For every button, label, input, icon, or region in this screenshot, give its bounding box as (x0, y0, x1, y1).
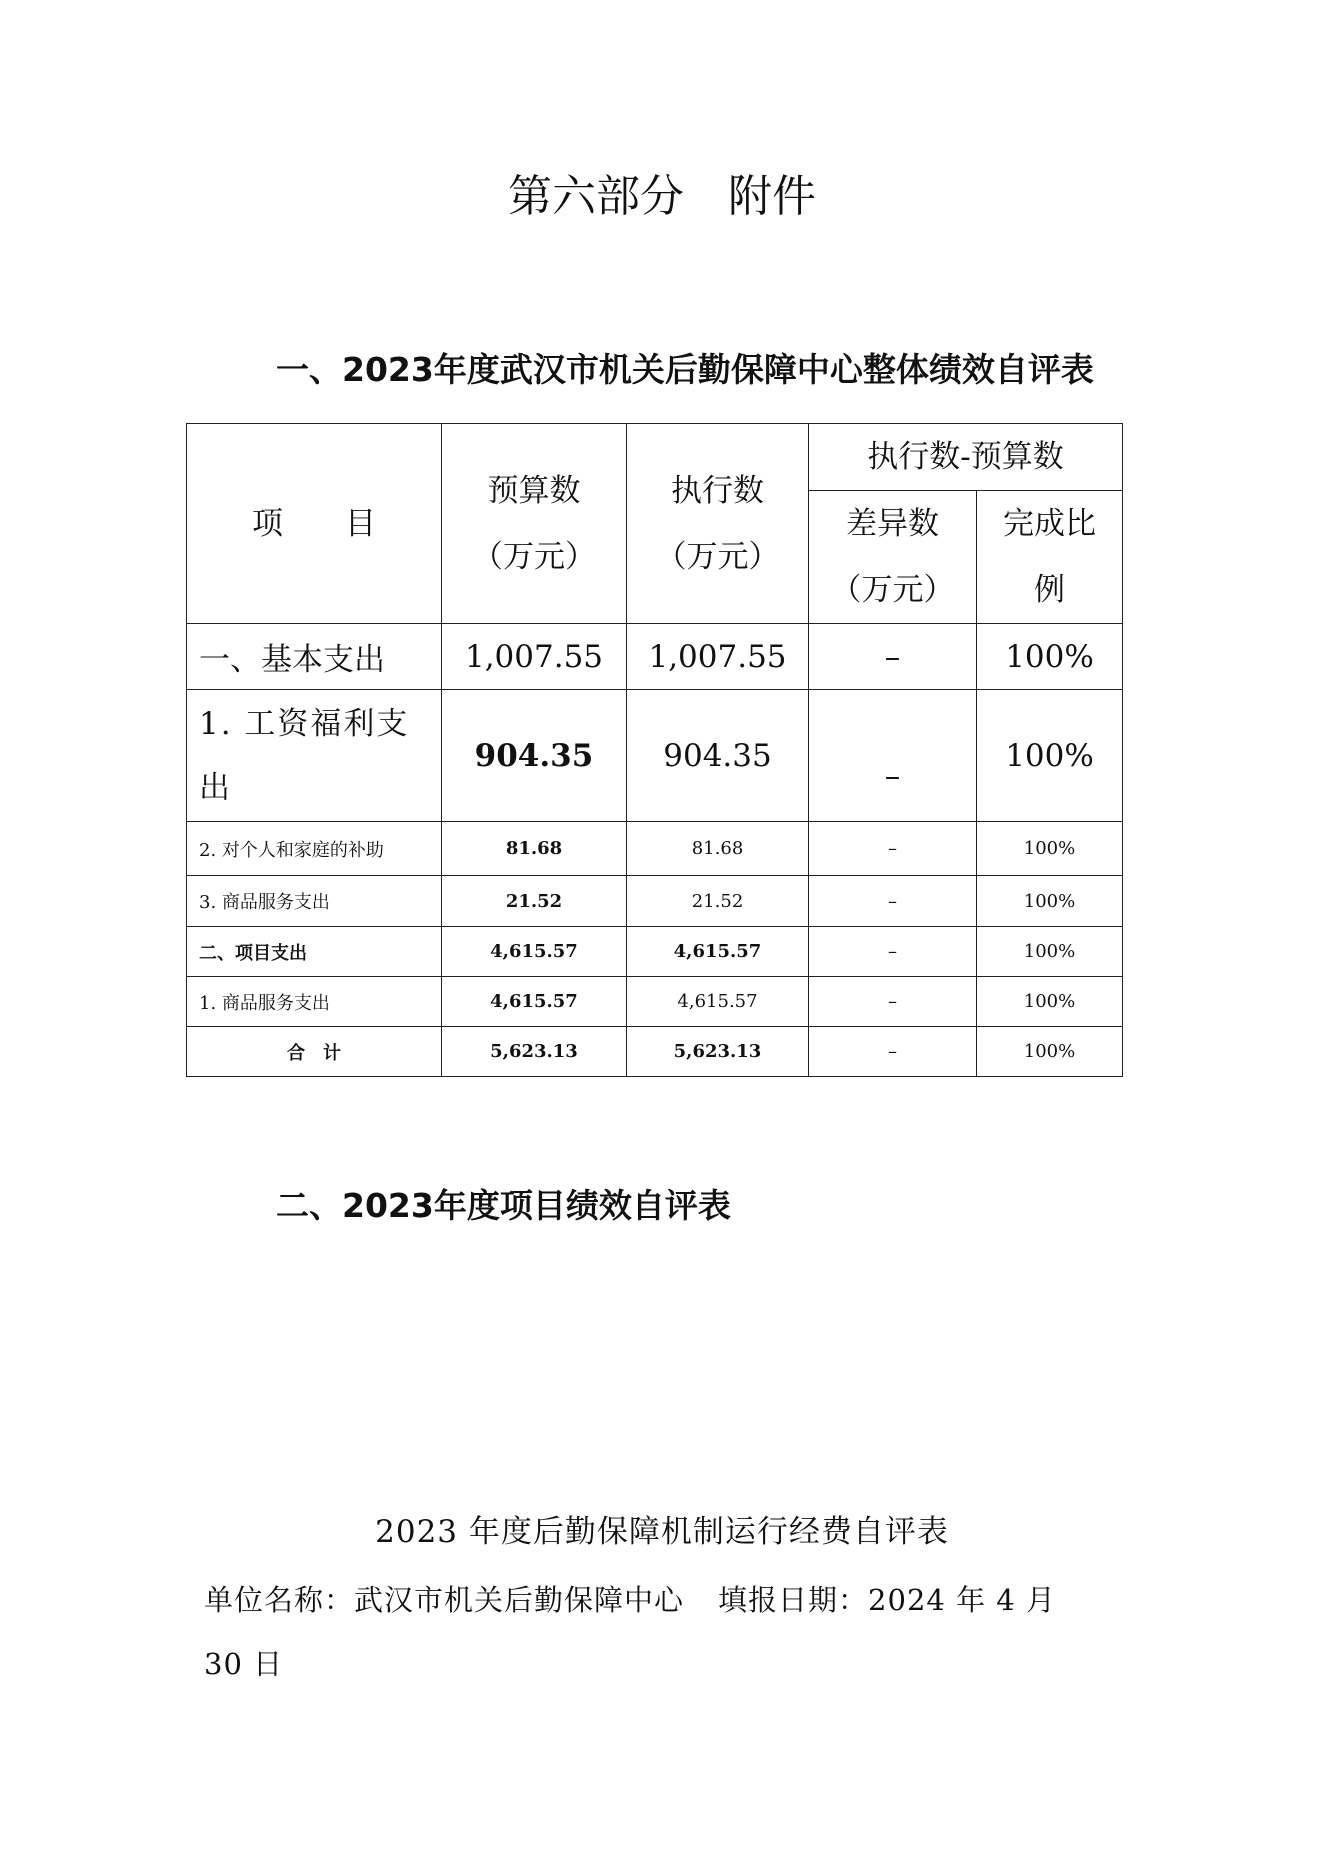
row-exec: 4,615.57 (627, 977, 809, 1027)
row-diff: – (809, 927, 977, 977)
date-value: 2024 年 4 月 30 日 (204, 1583, 1056, 1681)
row-item: 1. 商品服务支出 (187, 977, 442, 1027)
row-diff: – (809, 822, 977, 876)
header-diff-group: 执行数-预算数 (809, 424, 1123, 491)
row-diff: – (809, 1027, 977, 1077)
row-ratio: 100% (977, 1027, 1123, 1077)
row-item: 二、项目支出 (187, 927, 442, 977)
row-budget: 21.52 (442, 876, 627, 927)
row-diff: – (809, 690, 977, 822)
row-exec: 5,623.13 (627, 1027, 809, 1077)
row-item: 3. 商品服务支出 (187, 876, 442, 927)
row-diff: – (809, 624, 977, 690)
row-diff: – (809, 876, 977, 927)
row-budget: 4,615.57 (442, 927, 627, 977)
page-title: 第六部分 附件 (508, 171, 816, 222)
table-row (187, 624, 1123, 690)
row-ratio: 100% (977, 876, 1123, 927)
header-ratio: 完成比 例 (977, 491, 1123, 624)
row-item: 1. 工资福利支出 (187, 690, 442, 822)
table-row-total (187, 1027, 1123, 1077)
row-item: 2. 对个人和家庭的补助 (187, 822, 442, 876)
row-budget: 1,007.55 (442, 624, 627, 690)
unit-label: 单位名称： (204, 1583, 355, 1617)
header-item: 项 目 (187, 424, 442, 624)
row-exec: 904.35 (627, 690, 809, 822)
header-budget: 预算数 （万元） (442, 424, 627, 624)
table-row (187, 822, 1123, 876)
row-diff: – (809, 977, 977, 1027)
row-budget: 81.68 (442, 822, 627, 876)
unit-value: 武汉市机关后勤保障中心 (354, 1583, 685, 1617)
row-budget: 904.35 (442, 690, 627, 822)
section-heading-project: 二、2023年度项目绩效自评表 (276, 1186, 731, 1225)
table-row (187, 927, 1123, 977)
row-exec: 1,007.55 (627, 624, 809, 690)
header-exec: 执行数 （万元） (627, 424, 809, 624)
section-heading-overall: 一、2023年度武汉市机关后勤保障中心整体绩效自评表 (276, 350, 1094, 389)
row-item: 合 计 (187, 1027, 442, 1077)
row-budget: 4,615.57 (442, 977, 627, 1027)
row-ratio: 100% (977, 822, 1123, 876)
row-budget: 5,623.13 (442, 1027, 627, 1077)
project-table-subtitle: 2023 年度后勤保障机制运行经费自评表 (375, 1514, 949, 1550)
table-row (187, 690, 1123, 822)
table-row (187, 876, 1123, 927)
row-ratio: 100% (977, 977, 1123, 1027)
row-ratio: 100% (977, 690, 1123, 822)
row-item: 一、基本支出 (187, 624, 442, 690)
date-label: 填报日期： (718, 1583, 869, 1617)
header-diff: 差异数 （万元） (809, 491, 977, 624)
row-exec: 81.68 (627, 822, 809, 876)
row-exec: 4,615.57 (627, 927, 809, 977)
report-meta (204, 1568, 1104, 1696)
overall-performance-table (186, 423, 1123, 1077)
table-row (187, 977, 1123, 1027)
row-ratio: 100% (977, 927, 1123, 977)
row-ratio: 100% (977, 624, 1123, 690)
row-exec: 21.52 (627, 876, 809, 927)
